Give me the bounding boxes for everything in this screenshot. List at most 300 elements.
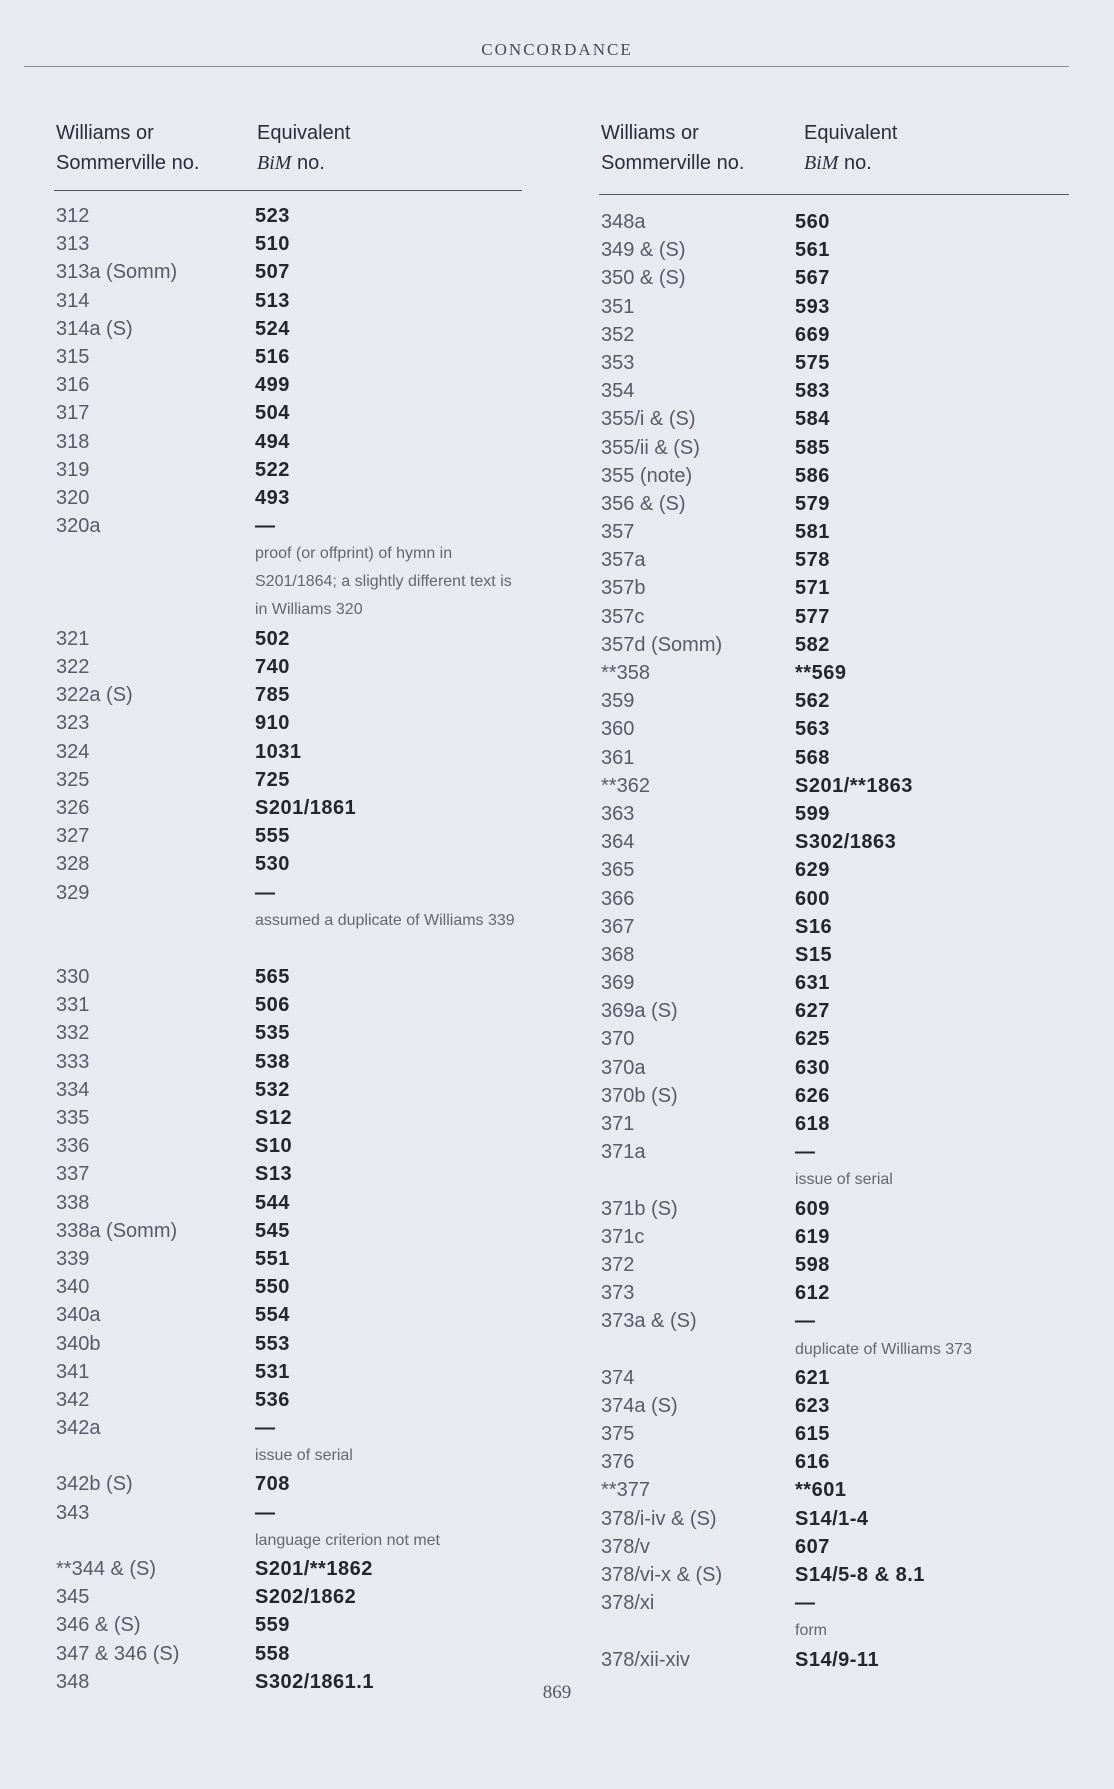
williams-number: 336 <box>56 1135 90 1158</box>
right-column <box>601 118 1071 1671</box>
bim-number: 536 <box>255 1388 290 1411</box>
bim-number: 560 <box>795 211 830 233</box>
bim-number: 785 <box>255 684 290 707</box>
williams-number: 323 <box>56 712 90 735</box>
williams-number: 327 <box>56 825 90 848</box>
table-row <box>56 1048 522 1076</box>
bim-number: 553 <box>255 1332 290 1355</box>
table-row <box>601 1138 1071 1166</box>
williams-number: 371 <box>601 1113 635 1135</box>
williams-number: 322a (S) <box>56 684 133 707</box>
williams-number: 365 <box>601 859 635 882</box>
bim-number: 627 <box>795 1000 830 1023</box>
williams-number: 364 <box>601 831 635 854</box>
williams-number: 353 <box>601 351 635 374</box>
bim-number: 607 <box>795 1535 830 1558</box>
bim-number: 555 <box>255 825 290 848</box>
bim-number: S201/**1862 <box>255 1558 373 1581</box>
table-row <box>601 1307 1071 1335</box>
williams-number: 376 <box>601 1451 635 1474</box>
left-header-rule <box>54 190 522 191</box>
table-row <box>601 1364 1071 1392</box>
table-row <box>56 1611 522 1639</box>
bim-number: S13 <box>255 1163 293 1186</box>
bim-number: S14/1-4 <box>795 1507 869 1530</box>
williams-number: 318 <box>56 430 90 453</box>
bim-number: 910 <box>255 712 290 735</box>
bim-number: S14/9-11 <box>795 1648 880 1671</box>
bim-number: 631 <box>795 972 830 995</box>
bim-number: 740 <box>255 656 290 679</box>
note-text: language criterion not met <box>255 1531 440 1549</box>
table-row <box>601 574 1071 602</box>
bim-number: 598 <box>795 1253 830 1276</box>
table-row <box>56 653 522 681</box>
williams-number: 335 <box>56 1107 90 1130</box>
bim-number: — <box>255 881 276 904</box>
table-row <box>56 1414 522 1442</box>
table-row <box>601 885 1071 913</box>
bim-number: S15 <box>795 943 833 966</box>
bim-number: 559 <box>255 1614 290 1637</box>
bim-number: 630 <box>795 1056 830 1079</box>
table-row <box>56 399 522 427</box>
williams-number: 329 <box>56 881 90 904</box>
bim-number: 544 <box>255 1191 290 1214</box>
table-row <box>601 546 1071 574</box>
table-row <box>56 1583 522 1611</box>
bim-number: 625 <box>795 1028 830 1051</box>
williams-number: 319 <box>56 458 90 481</box>
table-row <box>601 1589 1071 1617</box>
table-row <box>601 1082 1071 1110</box>
williams-number: 372 <box>601 1253 635 1276</box>
table-row <box>601 828 1071 856</box>
bim-number: S302/1861.1 <box>255 1670 374 1693</box>
table-row <box>56 1104 522 1132</box>
williams-number: 361 <box>601 746 635 769</box>
table-row <box>601 800 1071 828</box>
table-row <box>56 963 522 991</box>
table-row <box>56 371 522 399</box>
table-row <box>601 1223 1071 1251</box>
note-text: duplicate of Williams 373 <box>795 1340 972 1358</box>
bim-number: 494 <box>255 430 290 453</box>
williams-number: 325 <box>56 768 90 791</box>
table-row <box>601 1279 1071 1307</box>
bim-number: 571 <box>795 577 830 600</box>
bim-number: 578 <box>795 549 830 572</box>
bim-number: 510 <box>255 233 290 256</box>
table-row <box>56 512 522 540</box>
bim-number: 516 <box>255 345 290 368</box>
bim-number: 522 <box>255 458 290 481</box>
bim-number: 582 <box>795 633 830 656</box>
table-row <box>601 405 1071 433</box>
bim-label: BiM <box>257 152 292 174</box>
note-text: issue of serial <box>255 1447 353 1465</box>
table-row <box>601 1392 1071 1420</box>
williams-number: 322 <box>56 656 90 679</box>
williams-number: 340a <box>56 1304 101 1327</box>
table-row <box>56 1330 522 1358</box>
table-row <box>56 681 522 709</box>
williams-number: 330 <box>56 966 90 989</box>
table-row <box>601 462 1071 490</box>
table-row <box>56 1358 522 1386</box>
no-label: no. <box>838 152 872 174</box>
table-row <box>601 321 1071 349</box>
williams-number: 357d (Somm) <box>601 633 723 656</box>
williams-number: 356 & (S) <box>601 492 686 515</box>
williams-number: 316 <box>56 374 90 397</box>
table-row <box>56 315 522 343</box>
bim-number: 554 <box>255 1304 290 1327</box>
table-row <box>56 258 522 286</box>
table-row <box>601 1110 1071 1138</box>
williams-number: 357c <box>601 605 645 628</box>
williams-number: **362 <box>601 774 650 797</box>
note-row <box>56 1527 522 1555</box>
williams-header-line1: Williams or <box>601 122 699 144</box>
bim-number: 579 <box>795 492 830 515</box>
williams-number: 338a (Somm) <box>56 1219 178 1242</box>
williams-number: 378/vi-x & (S) <box>601 1564 723 1586</box>
williams-number: 366 <box>601 887 635 910</box>
table-row <box>601 293 1071 321</box>
bim-number: — <box>795 1592 816 1615</box>
note-row <box>56 907 522 963</box>
williams-number: 370a <box>601 1056 646 1079</box>
right-column-header <box>601 118 1071 178</box>
williams-number: 373 <box>601 1282 635 1305</box>
table-row <box>56 1555 522 1583</box>
bim-number: 615 <box>795 1423 830 1446</box>
bim-number: — <box>255 1417 276 1440</box>
williams-number: 328 <box>56 853 90 876</box>
williams-number: 320a <box>56 515 101 538</box>
bim-number: — <box>795 1141 816 1164</box>
page-header: CONCORDANCE <box>481 40 633 59</box>
bim-number: 513 <box>255 289 290 312</box>
page-number: 869 <box>542 1682 572 1703</box>
williams-number: 342b (S) <box>56 1473 133 1496</box>
williams-number: 369a (S) <box>601 1000 678 1023</box>
equivalent-header <box>257 118 350 178</box>
table-row <box>56 1470 522 1498</box>
bim-number: 621 <box>795 1366 830 1389</box>
bim-number: **569 <box>795 662 847 684</box>
table-row <box>601 518 1071 546</box>
williams-number: **377 <box>601 1479 650 1502</box>
equivalent-header-line2 <box>257 148 350 178</box>
bim-number: S10 <box>255 1135 293 1158</box>
note-text: issue of serial <box>795 1171 893 1189</box>
note-row <box>56 540 522 625</box>
williams-number: 317 <box>56 402 90 425</box>
bim-number: S14/5-8 & 8.1 <box>795 1564 925 1586</box>
williams-number: 314 <box>56 289 90 312</box>
williams-number: 315 <box>56 345 90 368</box>
table-row <box>601 490 1071 518</box>
bim-number: 524 <box>255 317 290 340</box>
williams-number: 346 & (S) <box>56 1614 141 1637</box>
williams-number: 373a & (S) <box>601 1310 697 1333</box>
table-row <box>56 456 522 484</box>
williams-number: 368 <box>601 943 635 966</box>
table-row <box>56 1386 522 1414</box>
bim-number: S12 <box>255 1107 293 1130</box>
williams-number: 312 <box>56 205 90 227</box>
table-row <box>601 1561 1071 1589</box>
table-row <box>601 377 1071 405</box>
table-row <box>56 484 522 512</box>
williams-number: 370b (S) <box>601 1084 678 1107</box>
table-row <box>601 715 1071 743</box>
table-row <box>56 428 522 456</box>
table-row <box>56 738 522 766</box>
williams-number: 350 & (S) <box>601 267 686 290</box>
table-row <box>601 1195 1071 1223</box>
bim-number: 600 <box>795 887 830 910</box>
table-row <box>601 236 1071 264</box>
table-row <box>56 230 522 258</box>
bim-number: 612 <box>795 1282 830 1305</box>
bim-number: 583 <box>795 380 830 403</box>
table-row <box>56 1189 522 1217</box>
bim-number: 586 <box>795 464 830 487</box>
williams-header-line1: Williams or <box>56 122 154 144</box>
equivalent-header <box>804 118 897 178</box>
williams-number: 371a <box>601 1141 646 1164</box>
williams-number: 326 <box>56 796 90 819</box>
bim-number: 531 <box>255 1360 290 1383</box>
table-row <box>601 913 1071 941</box>
bim-number: 725 <box>255 768 290 791</box>
bim-number: 502 <box>255 627 290 650</box>
table-row <box>601 1505 1071 1533</box>
table-row <box>601 1420 1071 1448</box>
bim-number: 563 <box>795 718 830 741</box>
williams-number: 338 <box>56 1191 90 1214</box>
williams-number: **344 & (S) <box>56 1558 157 1581</box>
left-column <box>56 118 522 1693</box>
williams-number: 331 <box>56 994 90 1017</box>
table-row <box>56 343 522 371</box>
williams-number: 349 & (S) <box>601 239 686 262</box>
note-text: assumed a duplicate of Williams 339 <box>255 911 515 929</box>
table-row <box>601 1251 1071 1279</box>
bim-number: 545 <box>255 1219 290 1242</box>
right-rows <box>601 208 1071 1674</box>
williams-number: 320 <box>56 486 90 509</box>
williams-number: 378/xi <box>601 1592 655 1615</box>
williams-number: 332 <box>56 1022 90 1045</box>
bim-number: 1031 <box>255 740 302 763</box>
left-column-header <box>56 118 522 178</box>
bim-number: 551 <box>255 1247 290 1270</box>
bim-number: 609 <box>795 1197 830 1220</box>
bim-number: 532 <box>255 1078 290 1101</box>
williams-number: 351 <box>601 295 635 318</box>
williams-number: 348a <box>601 211 646 233</box>
table-row <box>56 1076 522 1104</box>
note-row <box>56 1442 522 1470</box>
bim-number: **601 <box>795 1479 847 1502</box>
bim-number: S16 <box>795 915 833 938</box>
williams-number: 378/i-iv & (S) <box>601 1507 717 1530</box>
bim-number: 575 <box>795 351 830 374</box>
williams-number: 374 <box>601 1366 635 1389</box>
williams-number: 314a (S) <box>56 317 133 340</box>
williams-number: 375 <box>601 1423 635 1446</box>
table-row <box>56 850 522 878</box>
table-row <box>601 264 1071 292</box>
williams-number: 354 <box>601 380 635 403</box>
williams-number: 343 <box>56 1501 90 1524</box>
table-row <box>56 1160 522 1188</box>
williams-number: 367 <box>601 915 635 938</box>
bim-number: 581 <box>795 521 830 544</box>
williams-number: 341 <box>56 1360 90 1383</box>
table-row <box>56 202 522 230</box>
table-row <box>601 856 1071 884</box>
williams-number: 363 <box>601 802 635 825</box>
table-row <box>56 1499 522 1527</box>
note-row <box>601 1336 1071 1364</box>
table-row <box>56 794 522 822</box>
bim-number: 708 <box>255 1473 290 1496</box>
bim-number: 499 <box>255 374 290 397</box>
table-row <box>601 997 1071 1025</box>
table-row <box>56 1132 522 1160</box>
table-row <box>601 631 1071 659</box>
williams-header-line2: Sommerville no. <box>601 152 745 174</box>
williams-number: 355/i & (S) <box>601 408 696 431</box>
williams-number: 371b (S) <box>601 1197 678 1220</box>
note-text: proof (or offprint) of hymn in S201/1864; a slightly different text is in Williams 320 <box>255 545 512 619</box>
table-row <box>601 434 1071 462</box>
bim-number: — <box>795 1310 816 1333</box>
williams-number: 357b <box>601 577 646 600</box>
williams-number: 342 <box>56 1388 90 1411</box>
equivalent-header-line2 <box>804 148 897 178</box>
table-row <box>56 991 522 1019</box>
table-row <box>601 1054 1071 1082</box>
note-row <box>601 1166 1071 1194</box>
table-row <box>601 1025 1071 1053</box>
bim-number: 618 <box>795 1113 830 1135</box>
williams-number: 355 (note) <box>601 464 693 487</box>
williams-number: 313 <box>56 233 90 256</box>
williams-number: 370 <box>601 1028 635 1051</box>
bim-number: 504 <box>255 402 290 425</box>
bim-number: 567 <box>795 267 830 290</box>
table-row <box>601 1448 1071 1476</box>
williams-number: **358 <box>601 662 650 684</box>
table-row <box>601 772 1071 800</box>
williams-number: 313a (Somm) <box>56 261 178 284</box>
table-row <box>56 625 522 653</box>
williams-number: 345 <box>56 1586 90 1609</box>
table-row <box>601 659 1071 687</box>
bim-number: 558 <box>255 1642 290 1665</box>
table-row <box>56 1245 522 1273</box>
bim-number: S302/1863 <box>795 831 897 854</box>
table-row <box>56 766 522 794</box>
note-text: form <box>795 1622 827 1640</box>
bim-number: 585 <box>795 436 830 459</box>
williams-number: 378/v <box>601 1535 650 1558</box>
williams-number: 355/ii & (S) <box>601 436 700 459</box>
bim-number: 593 <box>795 295 830 318</box>
williams-number: 324 <box>56 740 90 763</box>
williams-number: 340b <box>56 1332 101 1355</box>
williams-number: 342a <box>56 1417 101 1440</box>
williams-number: 360 <box>601 718 635 741</box>
bim-number: 562 <box>795 690 830 713</box>
table-row <box>601 941 1071 969</box>
bim-number: 568 <box>795 746 830 769</box>
williams-number: 374a (S) <box>601 1394 678 1417</box>
bim-number: — <box>255 515 276 538</box>
bim-number: 669 <box>795 323 830 346</box>
williams-number: 334 <box>56 1078 90 1101</box>
williams-number: 352 <box>601 323 635 346</box>
bim-number: 616 <box>795 1451 830 1474</box>
table-row <box>56 709 522 737</box>
equivalent-header-line1: Equivalent <box>804 122 898 144</box>
table-row <box>601 1476 1071 1504</box>
williams-header <box>601 118 744 178</box>
bim-label: BiM <box>804 152 839 174</box>
williams-number: 347 & 346 (S) <box>56 1642 180 1665</box>
williams-number: 378/xii-xiv <box>601 1648 690 1671</box>
bim-number: 626 <box>795 1084 830 1107</box>
williams-number: 340 <box>56 1276 90 1299</box>
bim-number: 506 <box>255 994 290 1017</box>
bim-number: 561 <box>795 239 830 262</box>
bim-number: 538 <box>255 1050 290 1073</box>
williams-number: 348 <box>56 1670 90 1693</box>
bim-number: 507 <box>255 261 290 284</box>
williams-header-line2: Sommerville no. <box>56 152 200 174</box>
bim-number: — <box>255 1501 276 1524</box>
equivalent-header-line1: Equivalent <box>257 122 351 144</box>
table-row <box>56 1640 522 1668</box>
williams-number: 369 <box>601 972 635 995</box>
bim-number: 530 <box>255 853 290 876</box>
bim-number: 493 <box>255 486 290 509</box>
table-row <box>56 1273 522 1301</box>
bim-number: 535 <box>255 1022 290 1045</box>
table-row <box>601 744 1071 772</box>
bim-number: 629 <box>795 859 830 882</box>
table-row <box>56 1217 522 1245</box>
bim-number: 550 <box>255 1276 290 1299</box>
header-rule <box>24 66 1069 67</box>
table-row <box>601 208 1071 236</box>
table-row <box>601 349 1071 377</box>
table-row <box>601 969 1071 997</box>
williams-number: 333 <box>56 1050 90 1073</box>
bim-number: S201/**1863 <box>795 774 913 797</box>
bim-number: 619 <box>795 1225 830 1248</box>
table-row <box>56 1019 522 1047</box>
table-row <box>601 603 1071 631</box>
note-row <box>601 1617 1071 1645</box>
bim-number: 565 <box>255 966 290 989</box>
